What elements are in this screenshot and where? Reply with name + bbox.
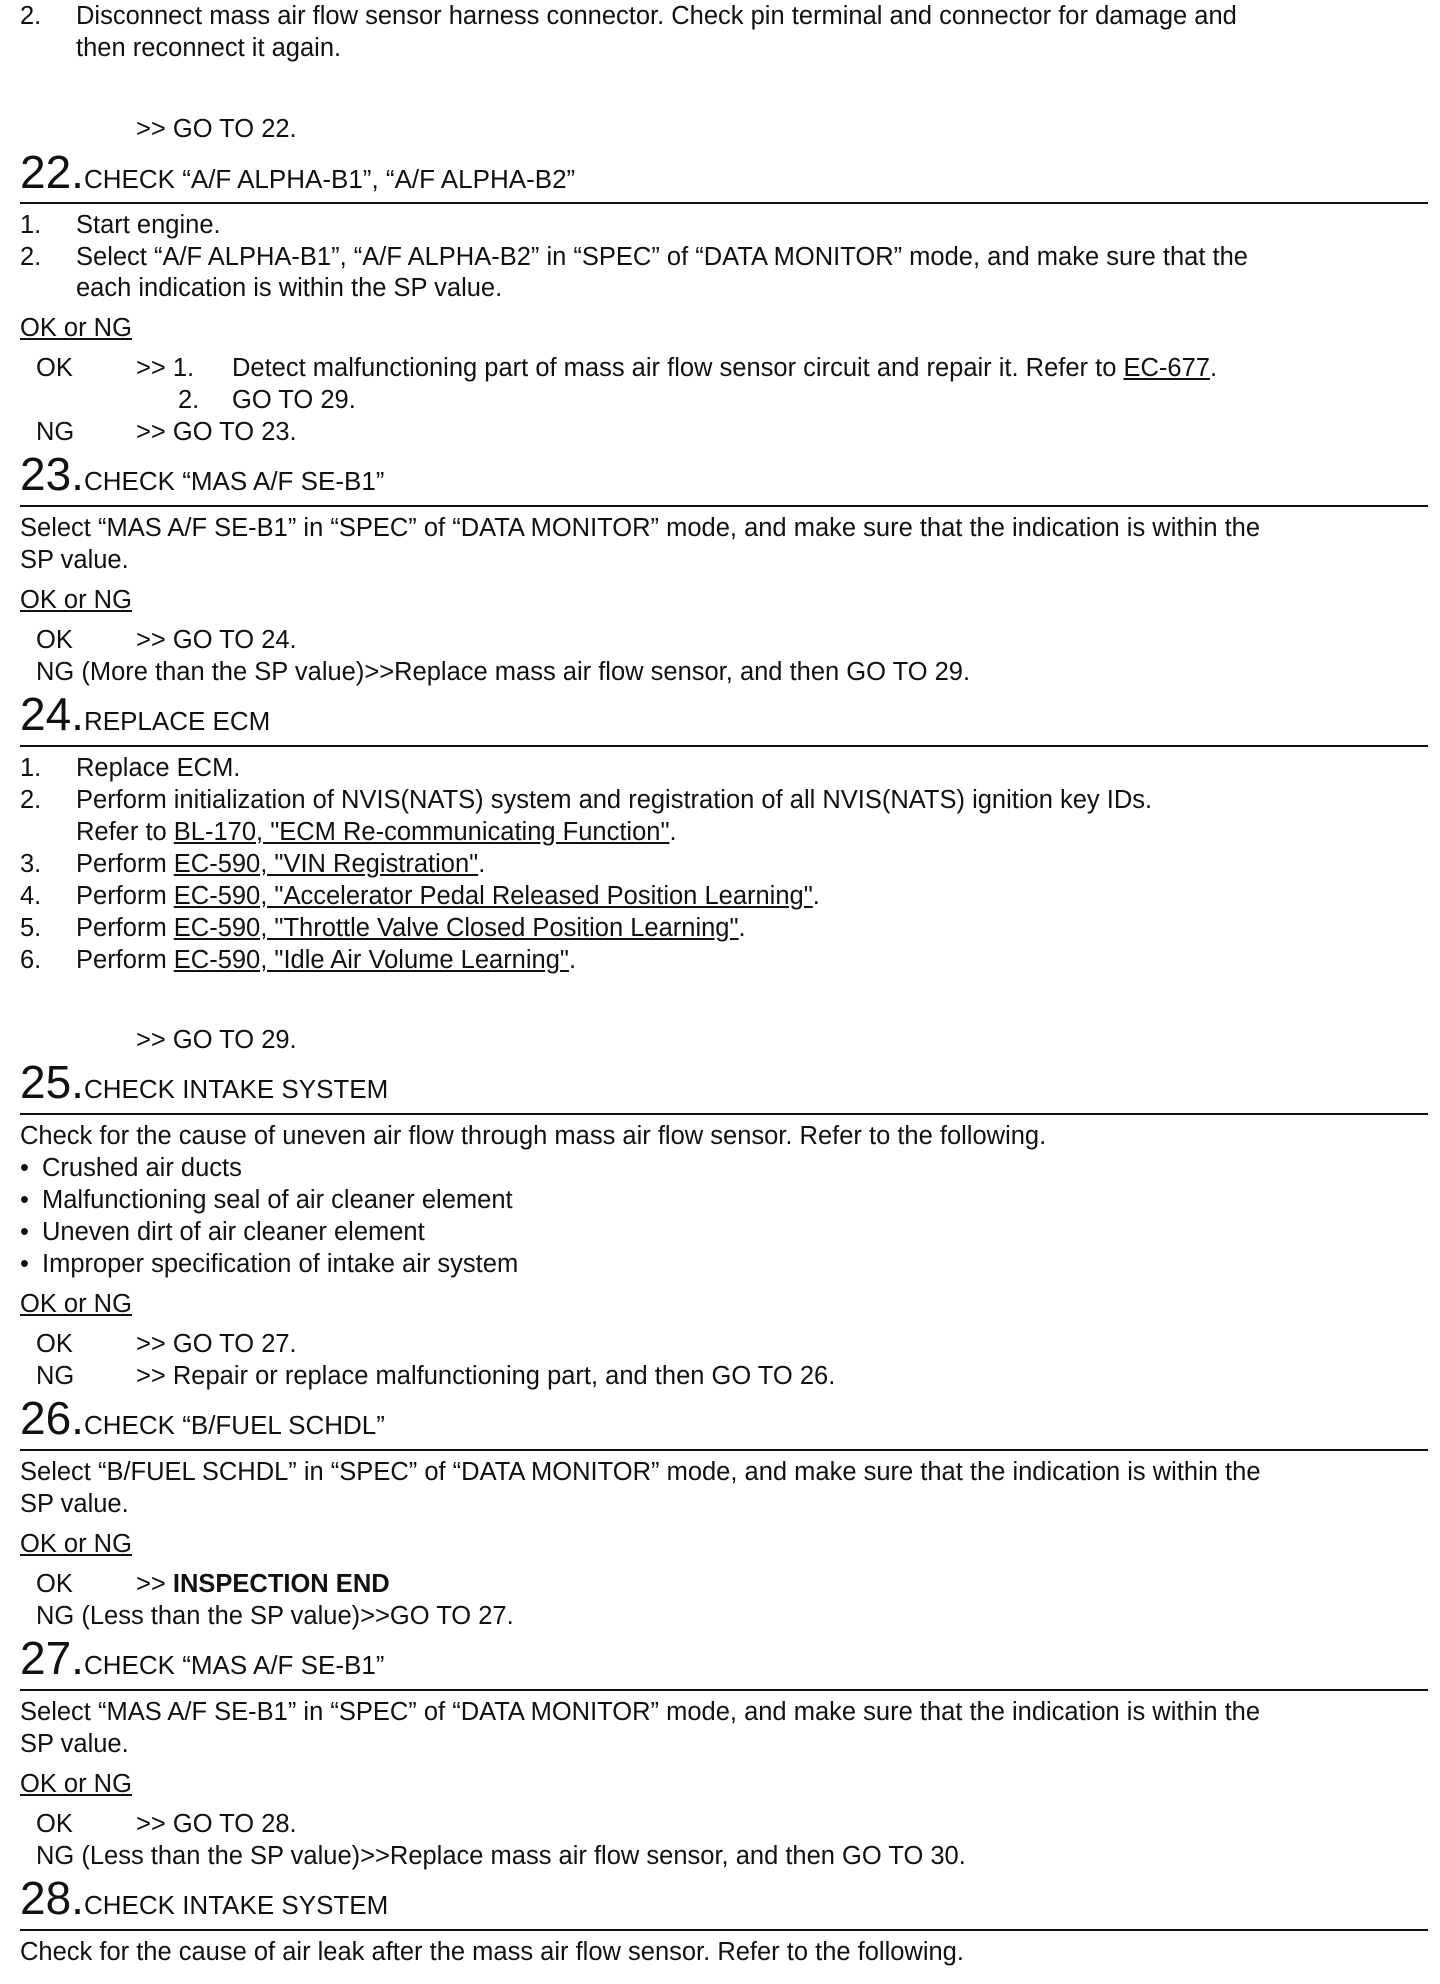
intro-line (20, 32, 1428, 64)
section-title: CHECK INTAKE SYSTEM (83, 1890, 389, 1920)
body-line (20, 512, 1428, 544)
ok-or-ng-label (20, 1528, 1428, 1560)
step-prefix: Perform (76, 914, 174, 942)
section-number: 27. (20, 1632, 84, 1684)
ng-text: NG (More than the SP value)>>Replace mass air flow sensor, and then GO TO 29. (36, 658, 971, 686)
intro-line (20, 0, 1428, 32)
step-text (76, 880, 820, 912)
section-title: CHECK “A/F ALPHA-B1”, “A/F ALPHA-B2” (83, 164, 576, 194)
body-line (20, 1456, 1428, 1488)
ok-or-ng-text: OK or NG (20, 1530, 132, 1558)
bullet-icon: • (20, 1218, 29, 1246)
ng-text: NG (Less than the SP value)>>Replace mass air flow sensor, and then GO TO 30. (36, 1842, 966, 1870)
step-text (76, 944, 576, 976)
section-heading-25 (20, 1058, 1428, 1106)
body-line (20, 1488, 1428, 1520)
step-text: Start engine. (76, 211, 221, 239)
step-line (20, 272, 1428, 304)
step-suffix: . (568, 946, 577, 974)
section-title: CHECK “B/FUEL SCHDL” (83, 1410, 385, 1440)
ng-result-line (20, 1600, 1428, 1632)
bullet-text: Improper specification of intake air system (42, 1250, 519, 1278)
ok-action-text: Detect malfunctioning part of mass air flow sensor circuit and repair it. Refer to (232, 354, 1124, 382)
section-number: 24. (20, 688, 84, 740)
sub-step-number: 2. (178, 386, 200, 414)
sub-step-text: GO TO 29. (232, 386, 356, 414)
section-number: 26. (20, 1392, 84, 1444)
ok-label: OK (36, 354, 73, 382)
body-text: Check for the cause of uneven air flow through mass air flow sensor. Refer to the following. (20, 1122, 1047, 1150)
section-heading-24 (20, 690, 1428, 738)
bullet-icon: • (20, 1186, 29, 1214)
bullet-item (20, 1248, 1428, 1280)
goto-line (20, 113, 1428, 145)
ok-result-line (20, 1568, 1428, 1600)
section-title: CHECK “MAS A/F SE-B1” (83, 466, 385, 496)
step-line (20, 848, 1428, 880)
step-number: 2. (20, 2, 42, 30)
section-number: 28. (20, 1872, 84, 1924)
body-text: SP value. (20, 546, 129, 574)
step-suffix: . (812, 882, 820, 910)
body-line (20, 1696, 1428, 1728)
step-line (20, 880, 1428, 912)
ok-action-end: . (1209, 354, 1218, 382)
bullet-text: Uneven dirt of air cleaner element (42, 1218, 425, 1246)
step-line (20, 209, 1428, 241)
ng-label: NG (36, 1362, 75, 1390)
section-divider (20, 505, 1428, 507)
body-line (20, 1120, 1428, 1152)
section-heading-26 (20, 1394, 1428, 1442)
step-text: Select “A/F ALPHA-B1”, “A/F ALPHA-B2” in “SPEC” of “DATA MONITOR” mode, and make sure that the (76, 243, 1248, 271)
section-divider (20, 1929, 1428, 1931)
section-title: CHECK INTAKE SYSTEM (83, 1074, 389, 1104)
ok-or-ng-label (20, 584, 1428, 616)
step-prefix: Refer to (76, 818, 174, 846)
ng-action: >> GO TO 23. (136, 418, 297, 446)
section-number: 22. (20, 146, 84, 198)
goto-text: >> GO TO 29. (136, 1026, 297, 1054)
ok-or-ng-label (20, 1768, 1428, 1800)
ng-text: NG (Less than the SP value)>>GO TO 27. (36, 1602, 514, 1630)
ng-result-line (20, 1840, 1428, 1872)
ok-or-ng-label (20, 1288, 1428, 1320)
ok-action: >> GO TO 27. (136, 1330, 297, 1358)
step-text (76, 816, 677, 848)
section-divider (20, 202, 1428, 204)
link-accelerator-pedal-learning[interactable]: EC-590, "Accelerator Pedal Released Position Learning" (173, 882, 813, 910)
link-throttle-valve-learning[interactable]: EC-590, "Throttle Valve Closed Position Learning" (173, 914, 739, 942)
bullet-item (20, 1184, 1428, 1216)
bullet-text: Malfunctioning seal of air cleaner element (42, 1186, 513, 1214)
section-heading-27 (20, 1634, 1428, 1682)
step-text: Replace ECM. (76, 754, 241, 782)
step-text: Disconnect mass air flow sensor harness connector. Check pin terminal and connector for damage and (76, 2, 1237, 30)
step-prefix: Perform (76, 946, 174, 974)
section-divider (20, 1113, 1428, 1115)
step-line (20, 784, 1428, 816)
step-number: 6. (20, 946, 42, 974)
step-line (20, 816, 1428, 848)
body-line (20, 1728, 1428, 1760)
ok-or-ng-text: OK or NG (20, 1770, 132, 1798)
body-line (20, 1936, 1428, 1968)
ok-result-line (20, 384, 1428, 416)
ok-or-ng-text: OK or NG (20, 586, 132, 614)
ok-result-line (20, 624, 1428, 656)
step-number: 1. (20, 754, 42, 782)
section-number: 25. (20, 1056, 84, 1108)
ng-label: NG (36, 418, 75, 446)
step-prefix: Perform (76, 882, 174, 910)
step-text: Perform initialization of NVIS(NATS) system and registration of all NVIS(NATS) ignition key IDs. (76, 786, 1153, 814)
link-ec-677[interactable]: EC-677 (1123, 354, 1210, 382)
bullet-icon: • (20, 1250, 29, 1278)
step-text: each indication is within the SP value. (76, 274, 503, 302)
section-divider (20, 1689, 1428, 1691)
step-number: 2. (20, 786, 42, 814)
ok-label: OK (36, 1810, 73, 1838)
step-line (20, 752, 1428, 784)
bullet-item (20, 1216, 1428, 1248)
service-manual-page (20, 0, 1428, 1984)
step-prefix: Perform (76, 850, 174, 878)
ng-result-line (20, 1360, 1428, 1392)
body-line (20, 544, 1428, 576)
ok-or-ng-label (20, 312, 1428, 344)
inspection-end-text: INSPECTION END (172, 1570, 390, 1598)
section-heading-28 (20, 1874, 1428, 1922)
section-number: 23. (20, 448, 84, 500)
section-title: REPLACE ECM (83, 706, 271, 736)
step-text (76, 848, 485, 880)
step-line (20, 944, 1428, 976)
step-number: 4. (20, 882, 42, 910)
ng-result-line (20, 416, 1428, 448)
ok-label: OK (36, 1570, 73, 1598)
ok-label: OK (36, 1330, 73, 1358)
section-divider (20, 1449, 1428, 1451)
ok-result-line (20, 1328, 1428, 1360)
bullet-text: Crushed air ducts (42, 1154, 242, 1182)
step-text (76, 912, 746, 944)
bullet-icon: • (20, 1154, 29, 1182)
ok-action (232, 352, 1217, 384)
step-line (20, 912, 1428, 944)
body-text: SP value. (20, 1730, 129, 1758)
bullet-item (20, 1152, 1428, 1184)
section-heading-23 (20, 450, 1428, 498)
step-text: then reconnect it again. (76, 34, 342, 62)
goto-text: >> GO TO 22. (136, 115, 297, 143)
step-suffix: . (738, 914, 746, 942)
step-suffix: . (669, 818, 677, 846)
step-suffix: . (478, 850, 486, 878)
link-vin-registration[interactable]: EC-590, "VIN Registration" (173, 850, 479, 878)
ng-result-line (20, 656, 1428, 688)
ok-arrow: >> (136, 1570, 173, 1598)
ng-action: >> Repair or replace malfunctioning part, and then GO TO 26. (136, 1362, 836, 1390)
body-text: SP value. (20, 1490, 129, 1518)
ok-action: >> GO TO 24. (136, 626, 297, 654)
link-bl-170[interactable]: BL-170, "ECM Re-communicating Function" (173, 818, 670, 846)
goto-line (20, 1024, 1428, 1056)
section-title: CHECK “MAS A/F SE-B1” (83, 1650, 385, 1680)
step-number: 5. (20, 914, 42, 942)
ok-result-line (20, 1808, 1428, 1840)
ok-label: OK (36, 626, 73, 654)
ok-or-ng-text: OK or NG (20, 1290, 132, 1318)
step-number: 1. (20, 211, 42, 239)
section-heading-22 (20, 148, 1428, 196)
body-text: Check for the cause of air leak after the mass air flow sensor. Refer to the following. (20, 1938, 964, 1966)
step-number: 2. (20, 243, 42, 271)
ok-action (136, 1568, 390, 1600)
body-text: Select “B/FUEL SCHDL” in “SPEC” of “DATA MONITOR” mode, and make sure that the indication is within the (20, 1458, 1261, 1486)
section-divider (20, 745, 1428, 747)
step-line (20, 241, 1428, 273)
ok-action: >> GO TO 28. (136, 1810, 297, 1838)
link-idle-air-volume-learning[interactable]: EC-590, "Idle Air Volume Learning" (173, 946, 569, 974)
step-number: 3. (20, 850, 42, 878)
ok-result-line (20, 352, 1428, 384)
ok-arrow: >> 1. (136, 354, 195, 382)
body-text: Select “MAS A/F SE-B1” in “SPEC” of “DATA MONITOR” mode, and make sure that the indication is within the (20, 514, 1261, 542)
ok-or-ng-text: OK or NG (20, 314, 132, 342)
body-text: Select “MAS A/F SE-B1” in “SPEC” of “DATA MONITOR” mode, and make sure that the indication is within the (20, 1698, 1261, 1726)
